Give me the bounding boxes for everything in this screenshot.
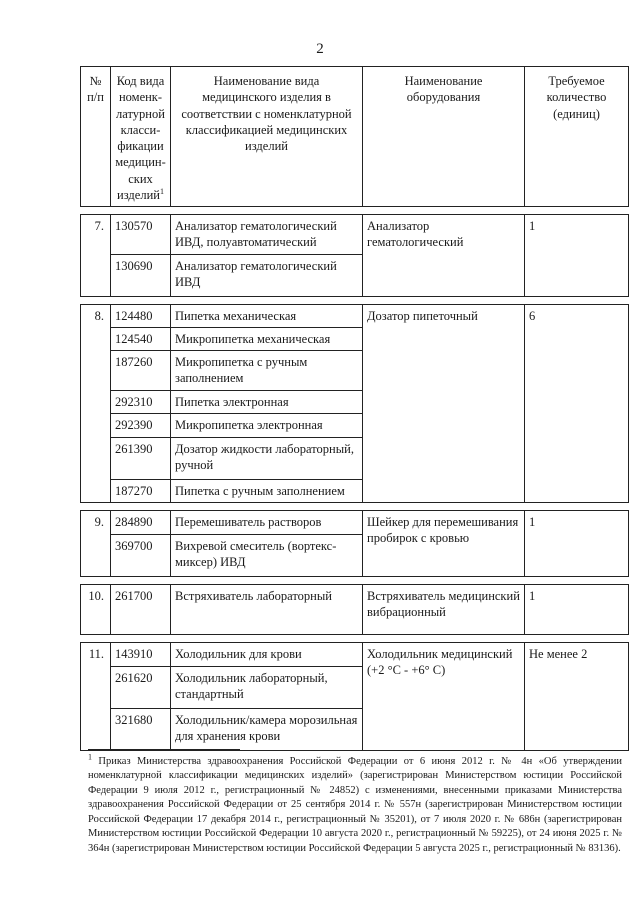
header-code xyxy=(111,67,171,207)
row-separator xyxy=(81,634,629,642)
equipment-cell: Встряхиватель медицинский вибрационный xyxy=(363,584,525,634)
row-separator-cell xyxy=(81,207,629,215)
row-number: 10. xyxy=(81,584,111,634)
code-cell: 143910 xyxy=(111,642,171,666)
name-cell: Пипетка механическая xyxy=(171,304,363,327)
code-cell: 369700 xyxy=(111,534,171,576)
code-cell: 124540 xyxy=(111,327,171,350)
row-separator xyxy=(81,296,629,304)
quantity-cell: 1 xyxy=(525,584,629,634)
code-cell: 261620 xyxy=(111,666,171,708)
name-cell: Анализатор гематологический ИВД xyxy=(171,254,363,296)
equipment-cell: Анализатор гематологический xyxy=(363,215,525,297)
name-cell: Вихревой смеситель (вортекс-миксер) ИВД xyxy=(171,534,363,576)
equipment-cell: Шейкер для перемешивания пробирок с кровью xyxy=(363,510,525,576)
footnote-text: Приказ Министерства здравоохранения Российской Федерации от 6 июня 2012 г. № 4н «Об утверждении номенклатурной классификации медицинских изделий» (зарегистрирован Министерством юстиции Российской Федерации 9 июля 2012 г., регистрационный № 24852) с изменениями, внесенными приказами Министерства здравоохранения Российской Федерации от 25 сентября 2014 г. № 557н (зарегистрирован Министерством юстиции Российской Федерации 17 декабря 2014 г., регистрационный № 35201), от 7 июля 2020 г. № 686н (зарегистрирован Министерством юстиции Российской Федерации 10 августа 2020 г., регистрационный № 59225), от 24 июня 2025 г. № 364н (зарегистрирован Министерством юстиции Российской Федерации 5 августа 2025 г., регистрационный № 83136). xyxy=(88,756,622,854)
footnote-ref: 1 xyxy=(159,186,164,196)
header-name: Наименование вида медицинского изделия в соответствии с номенклатурной классификацией медицинских изделий xyxy=(171,67,363,207)
table-row xyxy=(81,215,629,255)
equipment-table xyxy=(80,66,629,751)
table-body xyxy=(81,207,629,751)
name-cell: Встряхиватель лабораторный xyxy=(171,584,363,634)
code-cell: 284890 xyxy=(111,510,171,534)
code-cell: 321680 xyxy=(111,708,171,750)
quantity-cell: 1 xyxy=(525,215,629,297)
table-row xyxy=(81,642,629,666)
row-number: 11. xyxy=(81,642,111,750)
row-separator-cell xyxy=(81,634,629,642)
row-separator xyxy=(81,207,629,215)
header-quantity: Требуемое количество (единиц) xyxy=(525,67,629,207)
code-cell: 130690 xyxy=(111,254,171,296)
code-cell: 261700 xyxy=(111,584,171,634)
row-number: 9. xyxy=(81,510,111,576)
header-num: № п/п xyxy=(81,67,111,207)
row-separator xyxy=(81,502,629,510)
table-row xyxy=(81,304,629,327)
footnote-divider xyxy=(88,749,240,750)
code-cell: 261390 xyxy=(111,437,171,479)
code-cell: 292310 xyxy=(111,391,171,414)
row-separator xyxy=(81,576,629,584)
name-cell: Пипетка с ручным заполнением xyxy=(171,479,363,502)
name-cell: Дозатор жидкости лабораторный, ручной xyxy=(171,437,363,479)
table-header-row xyxy=(81,67,629,207)
header-code-text: Код вида номенк-латурной класси-фикации медицин-ских изделий xyxy=(115,74,166,202)
quantity-cell: Не менее 2 xyxy=(525,642,629,750)
code-cell: 124480 xyxy=(111,304,171,327)
header-equipment: Наименование оборудования xyxy=(363,67,525,207)
code-cell: 130570 xyxy=(111,215,171,255)
footnote-marker: 1 xyxy=(88,752,92,762)
name-cell: Микропипетка механическая xyxy=(171,327,363,350)
table-row xyxy=(81,584,629,634)
name-cell: Перемешиватель растворов xyxy=(171,510,363,534)
quantity-cell: 1 xyxy=(525,510,629,576)
row-number: 7. xyxy=(81,215,111,297)
row-number: 8. xyxy=(81,304,111,502)
row-separator-cell xyxy=(81,502,629,510)
name-cell: Микропипетка электронная xyxy=(171,414,363,437)
row-separator-cell xyxy=(81,296,629,304)
footnote xyxy=(88,752,622,856)
code-cell: 187270 xyxy=(111,479,171,502)
equipment-cell: Холодильник медицинский (+2 °С - +6° С) xyxy=(363,642,525,750)
name-cell: Холодильник/камера морозильная для хранения крови xyxy=(171,708,363,750)
name-cell: Холодильник лабораторный, стандартный xyxy=(171,666,363,708)
code-cell: 292390 xyxy=(111,414,171,437)
table-row xyxy=(81,510,629,534)
page-number: 2 xyxy=(316,41,324,57)
name-cell: Микропипетка с ручным заполнением xyxy=(171,351,363,391)
name-cell: Анализатор гематологический ИВД, полуавтоматический xyxy=(171,215,363,255)
name-cell: Пипетка электронная xyxy=(171,391,363,414)
name-cell: Холодильник для крови xyxy=(171,642,363,666)
code-cell: 187260 xyxy=(111,351,171,391)
equipment-cell: Дозатор пипеточный xyxy=(363,304,525,502)
quantity-cell: 6 xyxy=(525,304,629,502)
row-separator-cell xyxy=(81,576,629,584)
